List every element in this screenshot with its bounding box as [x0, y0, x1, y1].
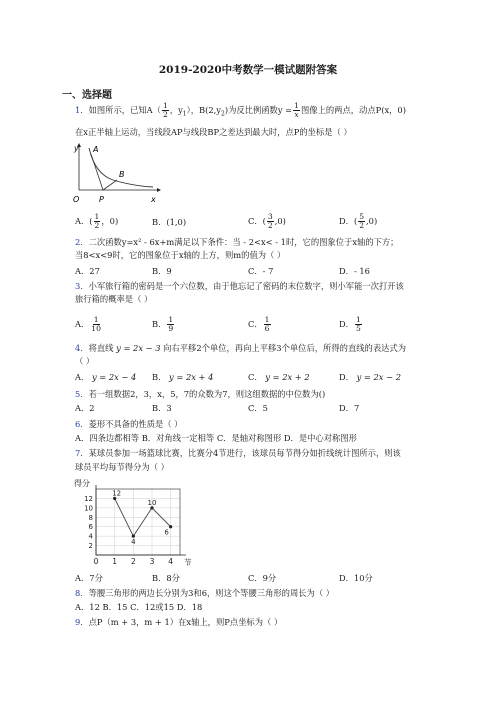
label-P: P [99, 195, 104, 204]
y-axis-label: 得分 [74, 479, 90, 488]
y-tick-label: 4 [88, 532, 93, 541]
question-3-line2: 旅行箱的概率是（ ） [75, 294, 153, 304]
question-2: 2．二次函数y=x² - 6x+m满足以下条件：当 - 2<x< - 1时，它的图象位于x轴的下方； [75, 237, 399, 247]
option-b[interactable]: B． $\frac{1}{9}$ [152, 315, 174, 333]
section-heading: 一、选择题 [62, 90, 112, 101]
option-c[interactable]: C． y = 2x + 2 [248, 372, 310, 382]
question-9: 9．点P（m + 3，m + 1）在x轴上，则P点坐标为（ ） [75, 617, 283, 627]
question-number: 5． [75, 389, 89, 399]
y-tick-label: 2 [88, 542, 93, 551]
plot-frame [96, 489, 180, 555]
question-1: 1．如图所示，已知A（ $\frac{1}{2}$ ，$y_1$），$B(2,y_2)$为反比例函数y = $\frac{1}{x}$ 图像上的两点，动点P(x，0) [75, 101, 406, 119]
option-b[interactable]: B．8分 [152, 573, 180, 583]
score-line-chart [72, 475, 202, 571]
fraction: $\frac{1}{x}$ [294, 101, 299, 119]
option-a[interactable]: A． y = 2x − 4 [75, 372, 137, 382]
data-label: 10 [147, 498, 157, 507]
option-a[interactable]: A．2 [75, 403, 95, 413]
question-1-line2: 在x正半轴上运动，当线段AP与线段BP之差达到最大时，点P的坐标是（ ） [75, 127, 352, 137]
question-7: 7．某球员参加一场篮球比赛，比赛分4节进行，该球员每节得分如折线统计图所示，则该 [75, 448, 401, 458]
question-4-line2: （ ） [75, 356, 95, 366]
option-a[interactable]: A． $\frac{1}{10}$ [75, 315, 101, 333]
option-d[interactable]: D． $\frac{1}{5}$ [339, 315, 361, 333]
data-label: 6 [164, 528, 169, 537]
question-text: 如图所示，已知A（ [88, 105, 161, 115]
question-number: 4． [75, 343, 89, 353]
question-number: 8． [75, 588, 89, 598]
y-tick-label: 6 [88, 523, 93, 532]
option-d[interactable]: D．( $\frac{5}{2}$ ,0) [339, 212, 378, 230]
label-x: x [151, 195, 156, 204]
question-2-line2: 当8<x<9时，它的图象位于x轴的上方，则m的值为（ ） [75, 250, 286, 260]
option-b[interactable]: B．(1,0) [152, 217, 187, 227]
option-b[interactable]: B． y = 2x + 4 [152, 372, 214, 382]
x-tick-label: 2 [130, 557, 136, 566]
y-tick-label: 8 [88, 513, 93, 522]
option-c[interactable]: C．( $\frac{3}{2}$ ,0) [248, 212, 286, 230]
x-tick-label: 1 [112, 557, 118, 566]
option-d[interactable]: D． y = 2x − 2 [339, 372, 401, 382]
question-number: 7． [75, 448, 89, 458]
question-number: 6． [75, 419, 89, 429]
question-3: 3．小军旅行箱的密码是一个六位数，由于他忘记了密码的末位数字，则小军能一次打开该 [75, 281, 404, 291]
math-expression: y = 2x − 3 [116, 343, 161, 353]
question-number: 2． [75, 237, 89, 247]
y-tick-label: 10 [84, 504, 93, 513]
document-title: 2019-2020中考数学一模试题附答案 [158, 64, 338, 76]
option-b[interactable]: B．3 [152, 403, 172, 413]
option-d[interactable]: D．- 16 [339, 266, 370, 276]
question-8: 8．等腰三角形的两边长分别为3和6，则这个等腰三角形的周长为（ ） [75, 588, 335, 598]
question-4: 4．将直线 y = 2x − 3 向右平移2个单位，再向上平移3个单位后，所得的直线的表达式为 [75, 343, 407, 353]
segment-BP [103, 180, 117, 190]
x-tick-label: 3 [149, 557, 155, 566]
label-B: B [119, 170, 125, 179]
question-8-options: A．12 B．15 C．12或15 D．18 [75, 602, 203, 612]
option-a[interactable]: A．7分 [75, 573, 103, 583]
data-point [169, 525, 172, 528]
option-c[interactable]: C．5 [248, 403, 268, 413]
option-c[interactable]: C．- 7 [248, 266, 274, 276]
x-tick-label: 0 [93, 557, 99, 566]
question-6: 6．菱形不具备的性质是（ ） [75, 419, 183, 429]
fraction: $\frac{1}{2}$ [162, 101, 168, 119]
question-number: 3． [75, 281, 89, 291]
label-y: y [74, 144, 79, 153]
option-d[interactable]: D．10分 [339, 573, 373, 583]
hyperbola-curve [89, 148, 153, 187]
label-A: A [93, 145, 99, 154]
option-a[interactable]: A．( $\frac{1}{2}$ ，0) [75, 212, 119, 230]
question-5: 5．若一组数据2，3，x，5，7的众数为7，则这组数据的中位数为() [75, 389, 326, 399]
x-axis-arrow [157, 188, 161, 192]
option-a[interactable]: A．27 [75, 266, 100, 276]
question-number: 1． [75, 105, 89, 115]
question-7-line2: 球员平均每节得分为（ ） [75, 462, 169, 472]
option-c[interactable]: C． $\frac{1}{6}$ [248, 315, 270, 333]
x-tick-label: 4 [168, 557, 174, 566]
y-tick-label: 12 [84, 494, 93, 503]
data-label: 4 [131, 538, 136, 547]
segment-AP [91, 154, 103, 190]
option-b[interactable]: B．9 [152, 266, 172, 276]
x-axis-label: 节 [184, 558, 192, 567]
hyperbola-figure [73, 140, 163, 208]
question-6-options: A．四条边都相等 B．对角线一定相等 C．是轴对称图形 D．是中心对称图形 [75, 433, 357, 443]
option-c[interactable]: C．9分 [248, 573, 277, 583]
data-label: 12 [112, 489, 122, 498]
label-O: O [73, 195, 80, 204]
option-d[interactable]: D．7 [339, 403, 360, 413]
question-number: 9． [75, 617, 89, 627]
